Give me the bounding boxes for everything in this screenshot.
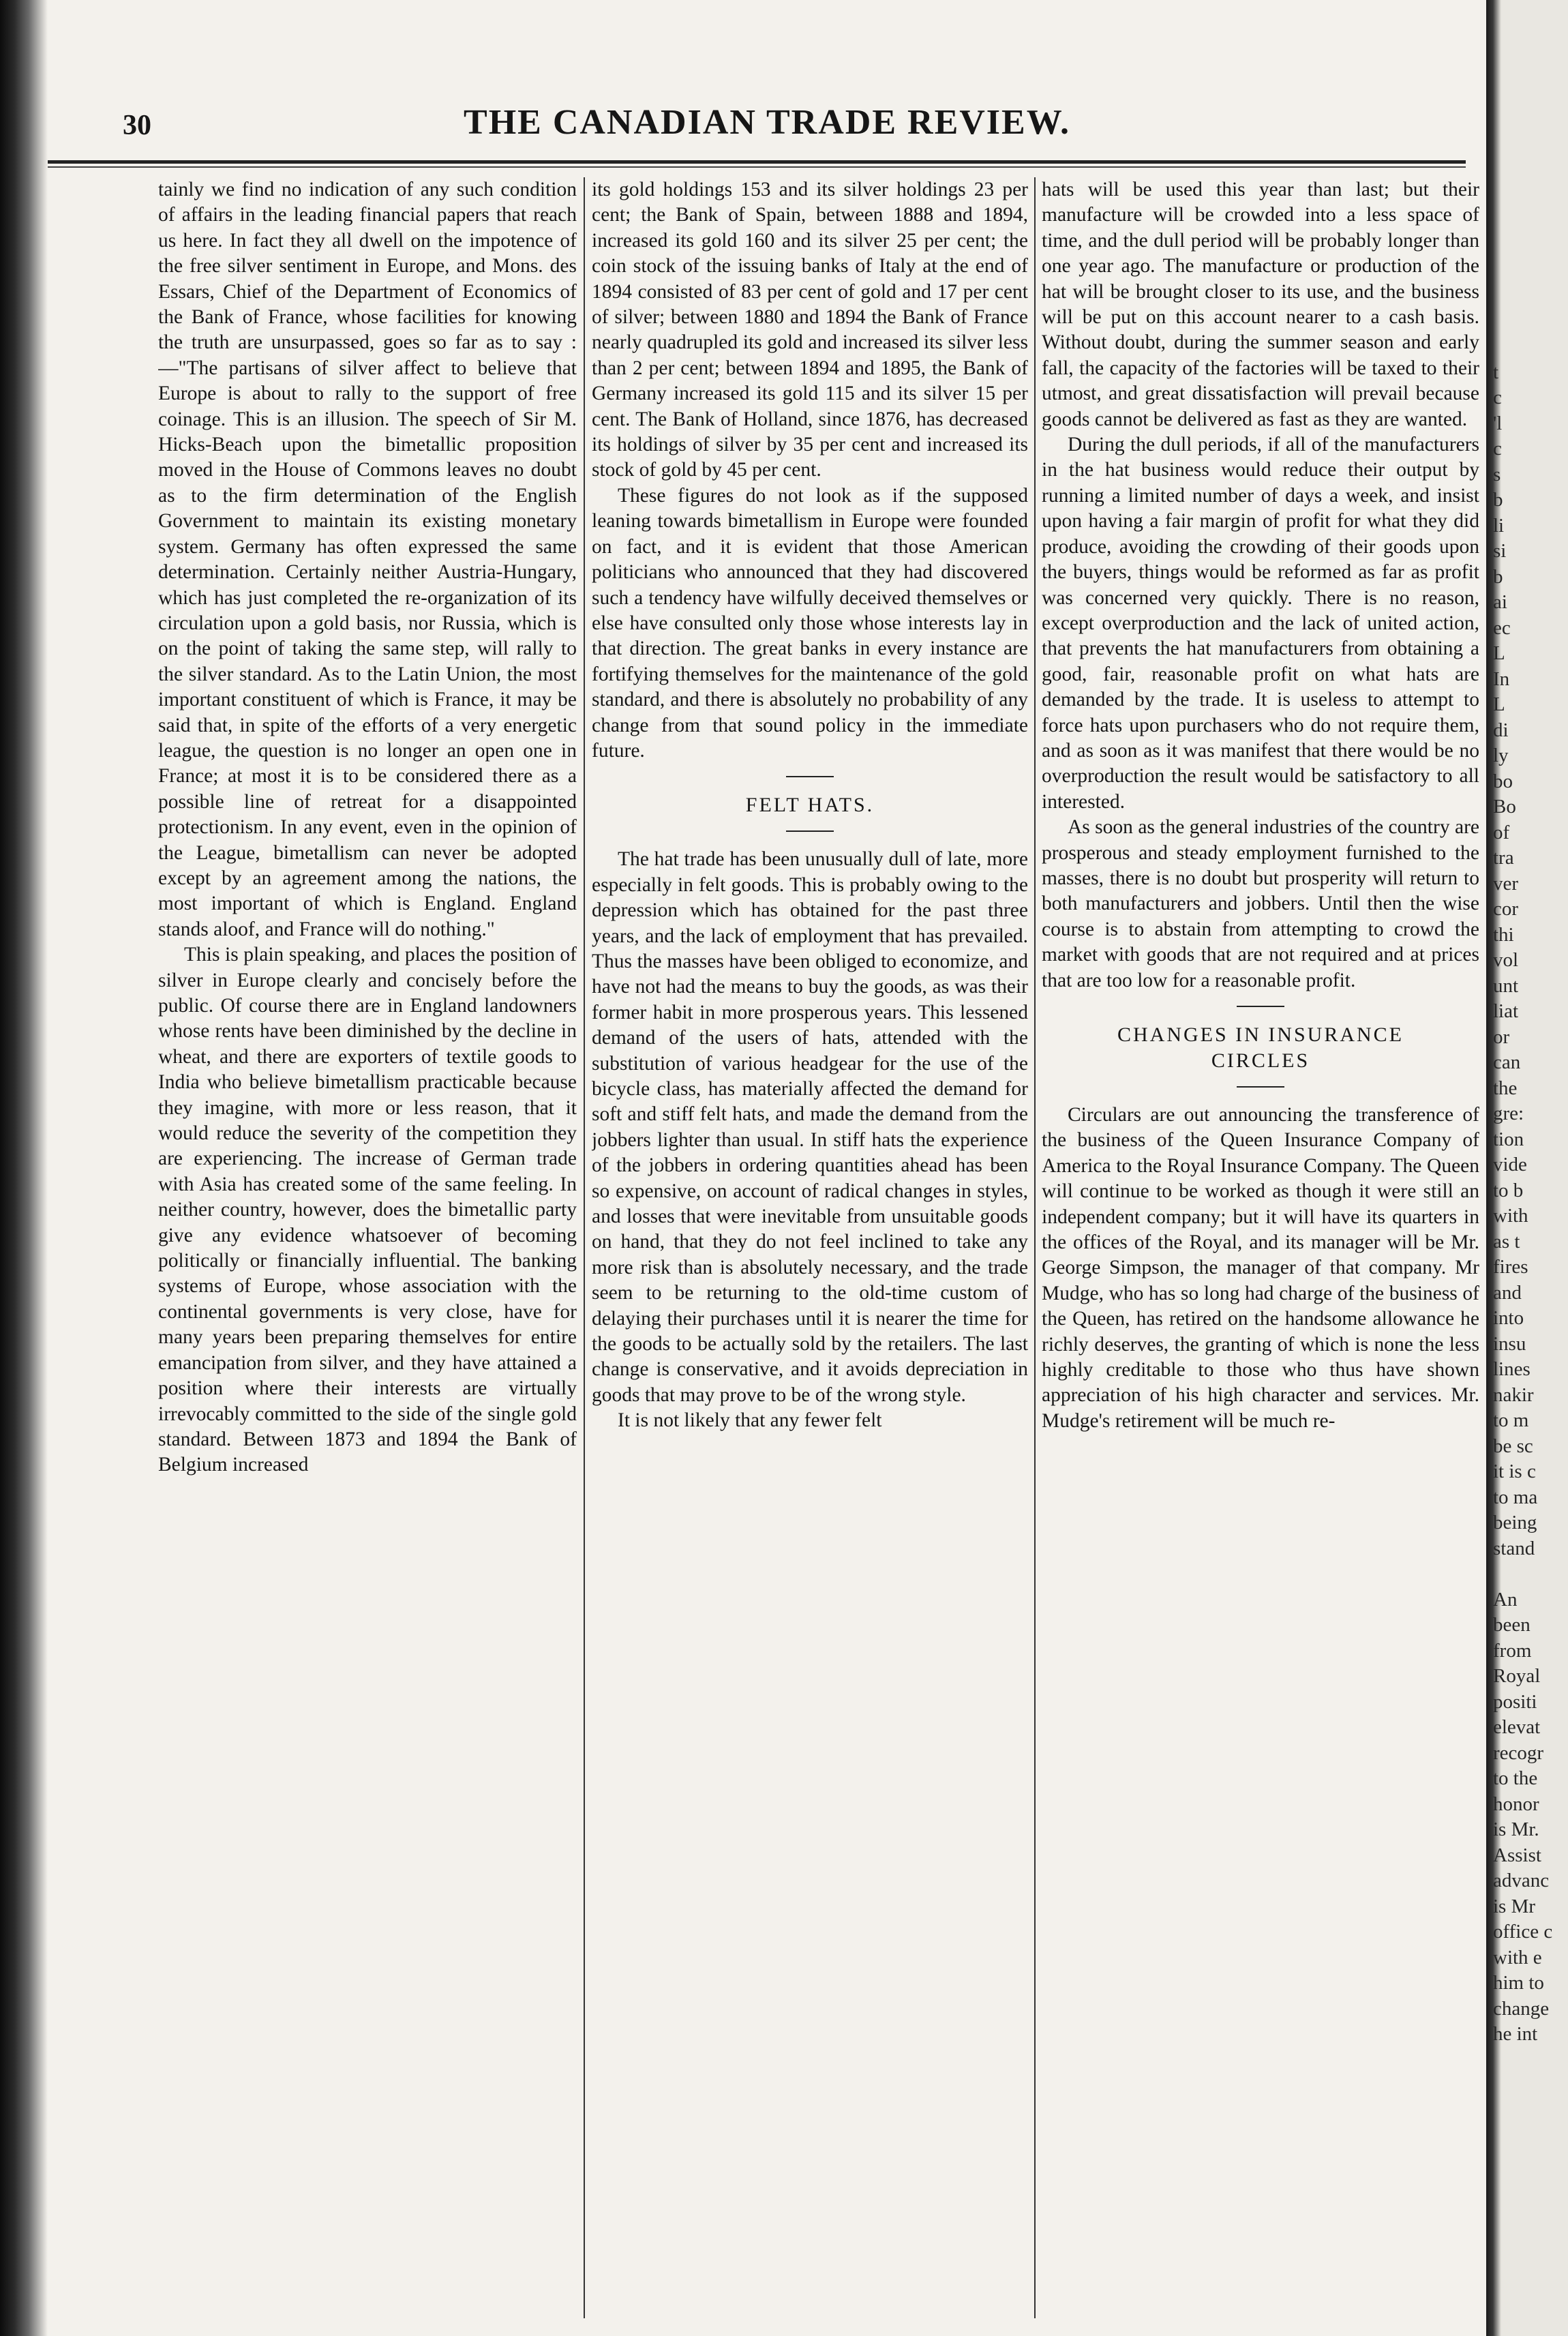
column-3: [1042, 177, 1479, 2318]
paragraph: These figures do not look as if the supposed leaning towards bimetallism in Europe were founded on fact, and it is evident that those American politicians who announced that they had discovered such a tendency have wilfully deceived themselves or else have consulted only those whose interests lay in that direction. The great banks in every instance are fortifying themselves for the maintenance of the gold standard, and there is absolutely no probability of any change from that sound policy in the immediate future.: [592, 484, 1028, 762]
column-rule: [584, 177, 585, 2318]
section-rule: [786, 776, 834, 777]
journal-title: THE CANADIAN TRADE REVIEW.: [464, 103, 1070, 142]
header-rule: [48, 160, 1466, 164]
section-rule: [1237, 1086, 1284, 1088]
header-rule-thin: [48, 166, 1466, 168]
paragraph: its gold holdings 153 and its silver holdings 23 per cent; the Bank of Spain, between 1888 and 1894, increased its gold 160 and its silver 25 per cent; the coin stock of the issuing banks of Italy at the end of 1894 consisted of 83 per cent of gold and 17 per cent of silver; between 1880 and 1894 the Bank of France nearly quadrupled its gold and increased its silver less than 2 per cent; between 1894 and 1895, the Bank of Germany increased its gold 115 and its silver 15 per cent. The Bank of Holland, since 1876, has decreased its holdings of silver by 35 per cent and increased its stock of gold by 45 per cent.: [592, 179, 1028, 481]
section-heading-insurance-line2: CIRCLES: [1211, 1049, 1310, 1072]
paragraph: During the dull periods, if all of the manufacturers in the hat business would reduce their output by running a limited number of days a week, and insist upon having a fair margin of profit for what they did produce, avoiding the crowding of their goods upon the buyers, things would be reformed as far as profit was concerned very quickly. There is no reason, except overproduction and the lack of united action, that prevents the hat manufacturers from obtaining a good, fair, reasonable profit on what hats are demanded by the trade. It is useless to attempt to force hats upon purchasers who do not require them, and as soon as it was manifest that there would be no overproduction the result would be satisfactory to all interested.: [1042, 434, 1479, 813]
paragraph: Circulars are out announcing the transference of the business of the Queen Insurance Company of America to the Royal Insurance Company. The Queen will continue to be worked as though it were still an independent company; but it will have its quarters in the offices of the Royal, and its manager will be Mr. George Simpson, the manager of that company. Mr Mudge, who has so long had charge of the business of the Queen, has retired on the handsome allowance he richly deserves, the granting of which is none the less highly creditable to those who thus have shown appreciation of his high character and services. Mr. Mudge's retirement will be much re-: [1042, 1104, 1479, 1432]
section-rule: [1237, 1006, 1284, 1007]
paragraph: tainly we find no indication of any such condition of affairs in the leading financial papers that reach us here. In fact they all dwell on the impotence of the free silver sentiment in Europe, and Mons. des Essars, Chief of the Department of Economics of the Bank of France, whose facilities for knowing the truth are unsurpassed, goes so far as to say :—"The partisans of silver affect to believe that Europe is about to rally to the support of free coinage. This is an illusion. The speech of Sir M. Hicks-Beach upon the bimetallic proposition moved in the House of Commons leaves no doubt as to the firm determination of the English Government to maintain its existing monetary system. Germany has often expressed the same determination. Certainly neither Austria-Hungary, which has just completed the re-organization of its circulation upon a gold basis, nor Russia, which is on the point of taking the same step, will rally to the silver standard. As to the Latin Union, the most important constituent of which is France, it may be said that, in spite of the efforts of a very energetic league, the question is no longer an open one in France; at most it is to be considered there as a possible line of retreat for a disappointed protectionism. In any event, even in the opinion of the League, bimetallism can never be adopted except by an agreement among the nations, the most important of which is England. England stands aloof, and France will do nothing.": [158, 179, 577, 940]
section-heading-insurance: CHANGES IN INSURANCE: [1117, 1023, 1404, 1046]
paragraph: This is plain speaking, and places the position of silver in Europe clearly and concisely before the public. Of course there are in England landowners whose rents have been diminished by the decline in wheat, and there are exporters of textile goods to India who believe bimetallism practicable because they imagine, with more or less reason, that it would reduce the severity of the competition they are experiencing. The increase of German trade with Asia has created some of the same feeling. In neither country, however, does the bimetallic party give any evidence whatsoever of becoming politically or financially influential. The banking systems of Europe, whose association with the continental governments is very close, have for many years been preparing themselves for entire emancipation from silver, and they have attained a position where their interests are virtually irrevocably committed to the side of the single gold standard. Between 1873 and 1894 the Bank of Belgium increased: [158, 944, 577, 1476]
adjacent-page-fragment: t c 'l c s b li si b ai ec L In L di ly bo Bo of tra ver cor thi vol unt liat or can the gre: tion vide to b with as t fires and into insu lines nakir to m be sc it is c to ma being stand An been from Royal positi elevat recogr to the honor is Mr. Assist advanc is Mr office c with e him to change he int: [1493, 361, 1553, 2045]
paragraph: The hat trade has been unusually dull of late, more especially in felt goods. This is probably owing to the depression which has obtained for the past three years, and the lack of employment that has prevailed. Thus the masses have been obliged to economize, and have not had the means to buy the goods, as was their former habit in more prosperous years. This lessened demand of the users of hats, attended with the substitution of various headgear for the use of the bicycle class, has materially affected the demand for soft and stiff felt hats, and made the demand from the jobbers lighter than usual. In stiff hats the experience of the jobbers in ordering quantities ahead has been so expensive, on account of radical changes in styles, and losses that were inevitable from unsuitable goods on hand, that they do not feel inclined to take any more risk than is absolutely necessary, and the trade seem to be returning to the old-time custom of delaying their purchases until it is nearer the time for the goods to be actually sold by the retailers. The last change is conservative, and it avoids depreciation in goods that may prove to be of the wrong style.: [592, 848, 1028, 1406]
column-rule: [1034, 177, 1036, 2318]
paragraph: hats will be used this year than last; but their manufacture will be crowded into a less space of time, and the dull period will be probably longer than one year ago. The manufacture or production of the hat will be brought closer to its use, and the business will be put on this account nearer to a cash basis. Without doubt, during the summer season and early fall, the capacity of the factories will be taxed to their utmost, and great dissatisfaction will prevail because goods cannot be delivered as fast as they are wanted.: [1042, 179, 1479, 430]
page-number: 30: [123, 110, 151, 141]
column-2: [592, 177, 1028, 2318]
column-1: [158, 177, 577, 2318]
section-rule: [786, 830, 834, 832]
paragraph: It is not likely that any fewer felt: [618, 1409, 882, 1432]
scan-left-edge: [0, 0, 48, 2336]
section-heading-felt-hats: FELT HATS.: [745, 794, 875, 817]
paragraph: As soon as the general industries of the country are prosperous and steady employment furnished to the masses, there is no doubt but prosperity will return to both manufacturers and jobbers. Until then the wise course is to abstain from attempting to crowd the market with goods that are not required and at prices that are too low for a reasonable profit.: [1042, 816, 1479, 991]
page-header: [75, 102, 1459, 150]
